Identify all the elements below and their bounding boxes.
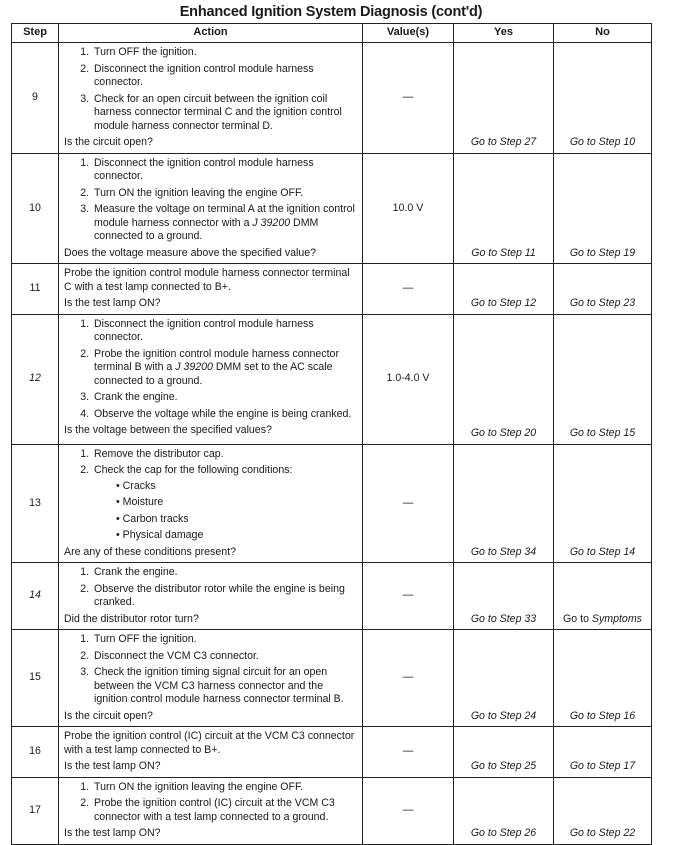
action-cell: [59, 727, 363, 778]
step-number: 9: [12, 43, 59, 154]
yes-cell: Go to Step 25: [454, 727, 554, 778]
action-step: 2. Disconnect the VCM C3 connector.: [92, 650, 358, 664]
action-step: 2. Probe the ignition control (IC) circuit at the VCM C3 connector with a test lamp connected to a ground.: [92, 797, 358, 824]
no-cell: Go to Step 23: [554, 264, 652, 315]
action-step: 4. Observe the voltage while the engine is being cranked.: [92, 408, 358, 422]
yes-cell: Go to Step 24: [454, 630, 554, 727]
action-step: 2. Disconnect the ignition control module harness connector.: [92, 63, 358, 90]
table-row: [12, 777, 652, 844]
no-cell: Go to Step 17: [554, 727, 652, 778]
action-text: Check the cap for the following conditions:: [94, 464, 293, 476]
action-step: [92, 348, 358, 389]
value-cell: —: [363, 563, 454, 630]
table-row: [12, 727, 652, 778]
action-step: 1. Crank the engine.: [92, 566, 358, 580]
action-step: 1. Turn OFF the ignition.: [92, 633, 358, 647]
no-cell: Go to Step 14: [554, 444, 652, 563]
action-cell: [59, 563, 363, 630]
table-header: [12, 24, 652, 43]
bullet-item: • Carbon tracks: [114, 513, 358, 527]
action-step: 3. Crank the engine.: [92, 391, 358, 405]
action-step: 1. Remove the distributor cap.: [92, 448, 358, 462]
question: Is the circuit open?: [64, 136, 153, 148]
page-title: Enhanced Ignition System Diagnosis (cont'd): [179, 4, 483, 20]
step-number: 11: [12, 264, 59, 315]
yes-cell: Go to Step 34: [454, 444, 554, 563]
no-cell: Go to Step 10: [554, 43, 652, 154]
question: Does the voltage measure above the specified value?: [64, 246, 317, 259]
yes-cell: Go to Step 26: [454, 777, 554, 844]
action-text: DMM set to the AC scale connected to a ground.: [94, 361, 333, 387]
yes-cell: Go to Step 11: [454, 153, 554, 264]
no-cell: Go to Step 19: [554, 153, 652, 264]
question: Did the distributor rotor turn?: [64, 612, 199, 625]
table-row: [12, 444, 652, 563]
value-cell: —: [363, 444, 454, 563]
action-cell: [59, 777, 363, 844]
header-values: Value(s): [363, 24, 454, 43]
action-text: DMM connected to a ground.: [94, 216, 319, 242]
yes-cell: Go to Step 27: [454, 43, 554, 154]
question: Are any of these conditions present?: [64, 545, 236, 558]
value-cell: 10.0 V: [363, 153, 454, 264]
action-step: [92, 203, 358, 244]
yes-cell: Go to Step 12: [454, 264, 554, 315]
header-no: No: [554, 24, 652, 43]
question: Is the test lamp ON?: [64, 297, 161, 309]
table-row: [12, 264, 652, 315]
bullet-item: • Physical damage: [114, 529, 358, 543]
action-cell: [59, 314, 363, 444]
action-step: 1. Turn OFF the ignition.: [92, 46, 358, 60]
diagnosis-table: [11, 23, 652, 845]
value-cell: —: [363, 264, 454, 315]
action-cell: [59, 153, 363, 264]
table-row: [12, 630, 652, 727]
no-cell: Go to Step 16: [554, 630, 652, 727]
value-cell: —: [363, 727, 454, 778]
action-text: Probe the ignition control (IC) circuit at the VCM C3 connector with a test lamp connected to B+.: [64, 730, 355, 756]
action-text: Probe the ignition control module harness connector terminal B with a: [94, 347, 339, 373]
action-step: 3. Check the ignition timing signal circuit for an open between the VCM C3 harness connector and the ignition control module harness connector terminal B.: [92, 666, 358, 707]
action-step: 1. Disconnect the ignition control module harness connector.: [92, 318, 358, 345]
action-step: 1. Disconnect the ignition control module harness connector.: [92, 157, 358, 184]
tool-name: J 39200: [252, 216, 291, 229]
header-yes: Yes: [454, 24, 554, 43]
table-row: [12, 153, 652, 264]
question: Is the test lamp ON?: [64, 827, 161, 839]
action-step: 2. Observe the distributor rotor while the engine is being cranked.: [92, 583, 358, 610]
no-prefix: Go to: [563, 612, 592, 625]
action-cell: [59, 630, 363, 727]
step-number: 13: [12, 444, 59, 563]
no-cell: Go to Step 15: [554, 314, 652, 444]
question: Is the voltage between the specified values?: [64, 424, 272, 436]
action-step: 3. Check for an open circuit between the ignition coil harness connector terminal C and the ignition control module harness connector terminal D.: [92, 93, 358, 134]
question: Is the circuit open?: [64, 709, 153, 722]
step-number: 16: [12, 727, 59, 778]
step-number: 14: [12, 563, 59, 630]
step-number: 17: [12, 777, 59, 844]
action-step: [92, 464, 358, 543]
question: Is the test lamp ON?: [64, 760, 161, 772]
table-row: [12, 43, 652, 154]
action-cell: [59, 264, 363, 315]
table-row: [12, 563, 652, 630]
header-action: Action: [59, 24, 363, 43]
yes-cell: Go to Step 33: [454, 563, 554, 630]
no-cell: Go to Step 22: [554, 777, 652, 844]
value-cell: —: [363, 777, 454, 844]
tool-name: J 39200: [175, 361, 213, 373]
action-text: Measure the voltage on terminal A at the ignition control module harness connector with a: [94, 203, 355, 229]
action-cell: [59, 43, 363, 154]
step-number: 12: [12, 314, 59, 444]
value-cell: —: [363, 630, 454, 727]
action-step: 1. Turn ON the ignition leaving the engine OFF.: [92, 781, 358, 795]
value-cell: 1.0-4.0 V: [363, 314, 454, 444]
table-row: [12, 314, 652, 444]
action-cell: [59, 444, 363, 563]
step-number: 15: [12, 630, 59, 727]
yes-cell: Go to Step 20: [454, 314, 554, 444]
bullet-item: • Moisture: [114, 496, 358, 510]
header-step: Step: [12, 24, 59, 43]
value-cell: —: [363, 43, 454, 154]
step-number: 10: [12, 153, 59, 264]
action-step: 2. Turn ON the ignition leaving the engine OFF.: [92, 187, 358, 201]
no-cell: [554, 563, 652, 630]
bullet-item: • Cracks: [114, 480, 358, 494]
symptoms-link: Symptoms: [591, 612, 642, 625]
action-text: Probe the ignition control module harness connector terminal C with a test lamp connected to B+.: [64, 267, 350, 293]
